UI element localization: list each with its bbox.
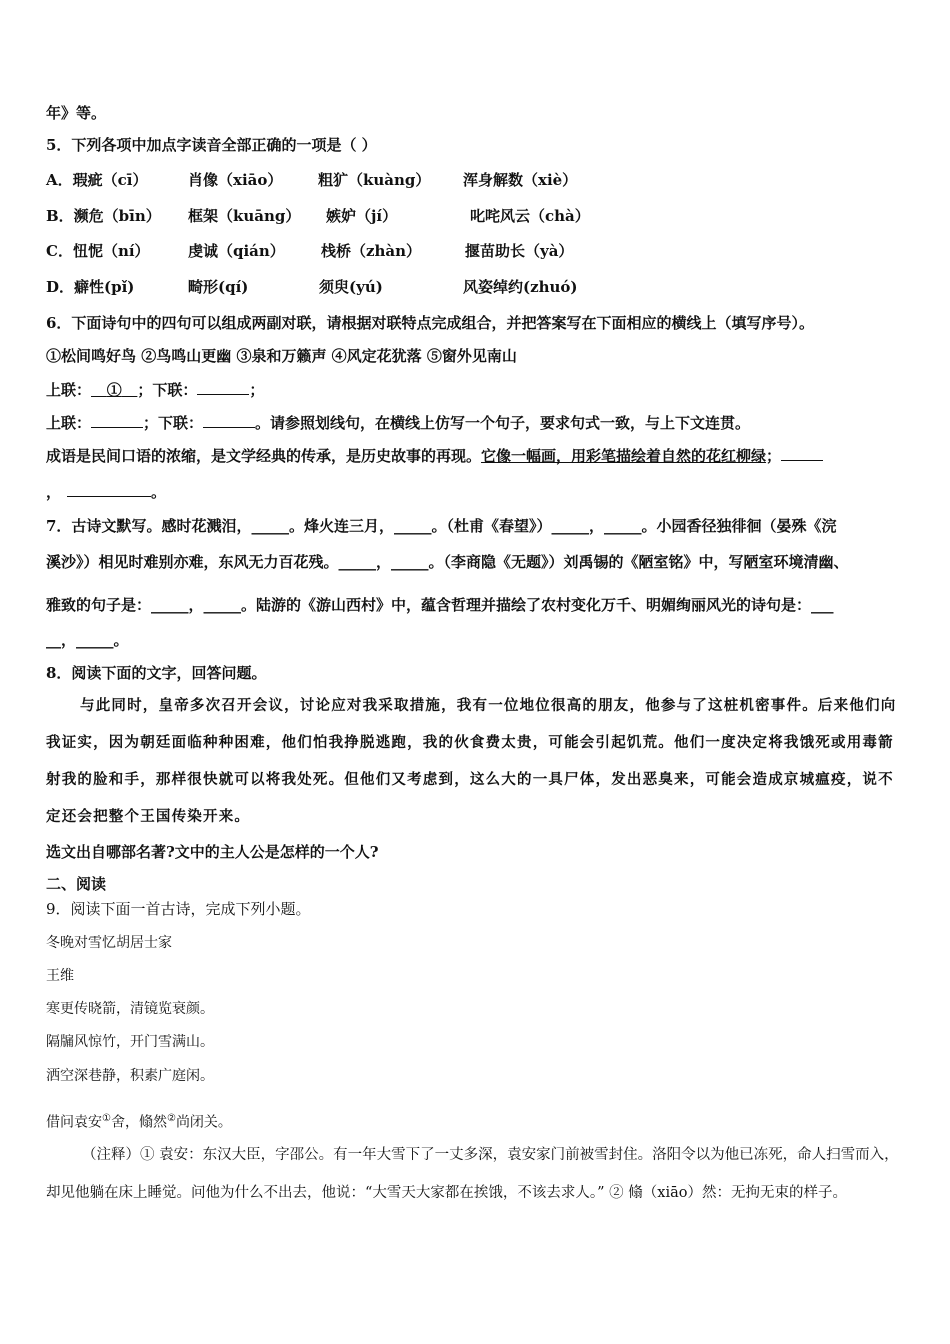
poem-line-4	[46, 1108, 232, 1134]
option-b-item-1: B．濒危（bīn）	[46, 207, 161, 225]
option-a-item-1: A．瑕疵（cī）	[46, 171, 148, 189]
imitation-blank-1[interactable]	[781, 446, 823, 461]
option-d-item-2: 畸形(qí)	[188, 278, 249, 296]
couplet-1-lower-label: ；下联：	[137, 381, 198, 399]
option-a-item-2: 肖像（xiāo）	[188, 171, 283, 189]
poem-line-4-part-1: 借问袁安	[46, 1114, 102, 1131]
couplet-line-2	[46, 412, 750, 434]
option-b-item-4: 叱咤风云（chà）	[470, 207, 590, 225]
couplet-2-lower-label: ；下联：	[143, 414, 204, 432]
couplet-2-lower-blank[interactable]	[203, 413, 255, 428]
couplet-1-upper-label: 上联：	[46, 381, 92, 399]
question-7-line-3: 雅致的句子是：_____，_____。陆游的《游山西村》中，蕴含哲理并描绘了农村变化万千、明媚绚丽风光的诗句是：___	[46, 596, 834, 614]
poem-line-4-part-2: 舍，翛然	[110, 1114, 167, 1131]
question-7-line-1: 7．古诗文默写。感时花溅泪，_____。烽火连三月，_____。（杜甫《春望》）_____，_____。小园香径独徘徊（晏殊《浣	[46, 517, 837, 535]
option-a-item-4: 浑身解数（xiè）	[463, 171, 578, 189]
poem-author: 王维	[46, 968, 74, 984]
option-c-item-4: 揠苗助长（yà）	[465, 242, 574, 260]
idiom-intro: 成语是民间口语的浓缩，是文学经典的传承，是历史故事的再现。	[46, 447, 482, 465]
poem-line-1: 寒更传晓箭，清镜览衰颜。	[46, 1001, 214, 1017]
poem-line-3: 洒空深巷静，积素广庭闲。	[46, 1068, 214, 1084]
continued-line: 年》等。	[46, 104, 107, 122]
question-7-line-2: 溪沙》）相见时难别亦难，东风无力百花残。_____，_____。（李商隐《无题》）刘禹锡的《陋室铭》中，写陋室环境清幽、	[46, 553, 849, 571]
footnote-marker-2: ②	[166, 1113, 176, 1124]
poem-line-2: 隔牖风惊竹，开门雪满山。	[46, 1034, 214, 1050]
imitation-blank-2[interactable]	[67, 482, 151, 497]
option-d-item-3: 须臾(yú)	[319, 278, 383, 296]
question-8-stem: 8．阅读下面的文字，回答问题。	[46, 664, 267, 682]
idiom-underlined-sentence: 它像一幅画，用彩笔描绘着自然的花红柳绿	[481, 447, 767, 465]
option-d-item-4: 风姿绰约(zhuó)	[463, 278, 578, 296]
footnote-marker-1: ①	[102, 1113, 111, 1124]
question-6-items: ①松间鸣好鸟 ②鸟鸣山更幽 ③泉和万籁声 ④风定花犹落 ⑤窗外见南山	[46, 347, 517, 365]
idiom-comma: ，	[46, 483, 62, 501]
option-c-item-2: 虔诚（qián）	[188, 242, 285, 260]
idiom-semicolon: ；	[766, 447, 782, 465]
couplet-2-upper-blank[interactable]	[91, 413, 143, 428]
couplet-2-upper-label: 上联：	[46, 414, 92, 432]
couplet-1-end: ；	[249, 381, 265, 399]
poem-title: 冬晚对雪忆胡居士家	[46, 935, 172, 951]
question-5-stem: 5．下列各项中加点字读音全部正确的一项是（ ）	[46, 136, 377, 154]
question-6-stem: 6．下面诗句中的四句可以组成两副对联，请根据对联特点完成组合，并把答案写在下面相应的横线上（填写序号）。	[46, 314, 814, 332]
section-heading: 二、阅读	[46, 875, 107, 893]
couplet-1-lower-blank[interactable]	[197, 380, 249, 395]
reading-passage: 与此同时，皇帝多次召开会议，讨论应对我采取措施，我有一位地位很高的朋友，他参与了这桩机密事件。后来他们向我证实，因为朝廷面临种种困难，他们怕我挣脱逃跑，我的伙食费太贵，可能会引起饥荒。他们一度决定将我饿死或用毒箭射我的脸和手，那样很快就可以将我处死。但他们又考虑到，这么大的一具尸体，发出恶臭来，可能会造成京城瘟疫，说不定还会把整个王国传染开来。	[46, 698, 897, 825]
option-b-item-3: 嫉妒（jí）	[326, 207, 398, 225]
question-9-stem: 9．阅读下面一首古诗，完成下列小题。	[46, 900, 311, 918]
question-8-prompt: 选文出自哪部名著?文中的主人公是怎样的一个人?	[46, 843, 379, 861]
couplet-1-upper-answer[interactable]	[91, 381, 137, 399]
idiom-line-2	[46, 481, 166, 503]
option-c-item-3: 栈桥（zhàn）	[321, 242, 422, 260]
option-c-item-1: C．忸怩（ní）	[46, 242, 150, 260]
poem-annotation: （注释）① 袁安：东汉大臣，字邵公。有一年大雪下了一丈多深，袁安家门前被雪封住。洛阳令以为他已冻死，命人扫雪而入，却见他躺在床上睡觉。问他为什么不出去，他说：“大雪天大家都在挨饿，不该去求人。” ② 翛（xiāo）然：无拘无束的样子。	[46, 1147, 899, 1201]
imitation-instruction: 。请参照划线句，在横线上仿写一个句子，要求句式一致，与上下文连贯。	[255, 414, 751, 432]
question-7-line-4: __，_____。	[46, 631, 129, 649]
option-d-item-1: D．癖性(pǐ)	[46, 278, 135, 296]
idiom-line	[46, 445, 823, 467]
option-b-item-2: 框架（kuāng）	[188, 207, 301, 225]
couplet-1-answer-text: ①	[106, 381, 122, 399]
idiom-end: 。	[151, 483, 167, 501]
couplet-line-1	[46, 379, 264, 401]
poem-line-4-part-3: 尚闭关。	[175, 1114, 232, 1131]
option-a-item-3: 粗犷（kuàng）	[318, 171, 431, 189]
